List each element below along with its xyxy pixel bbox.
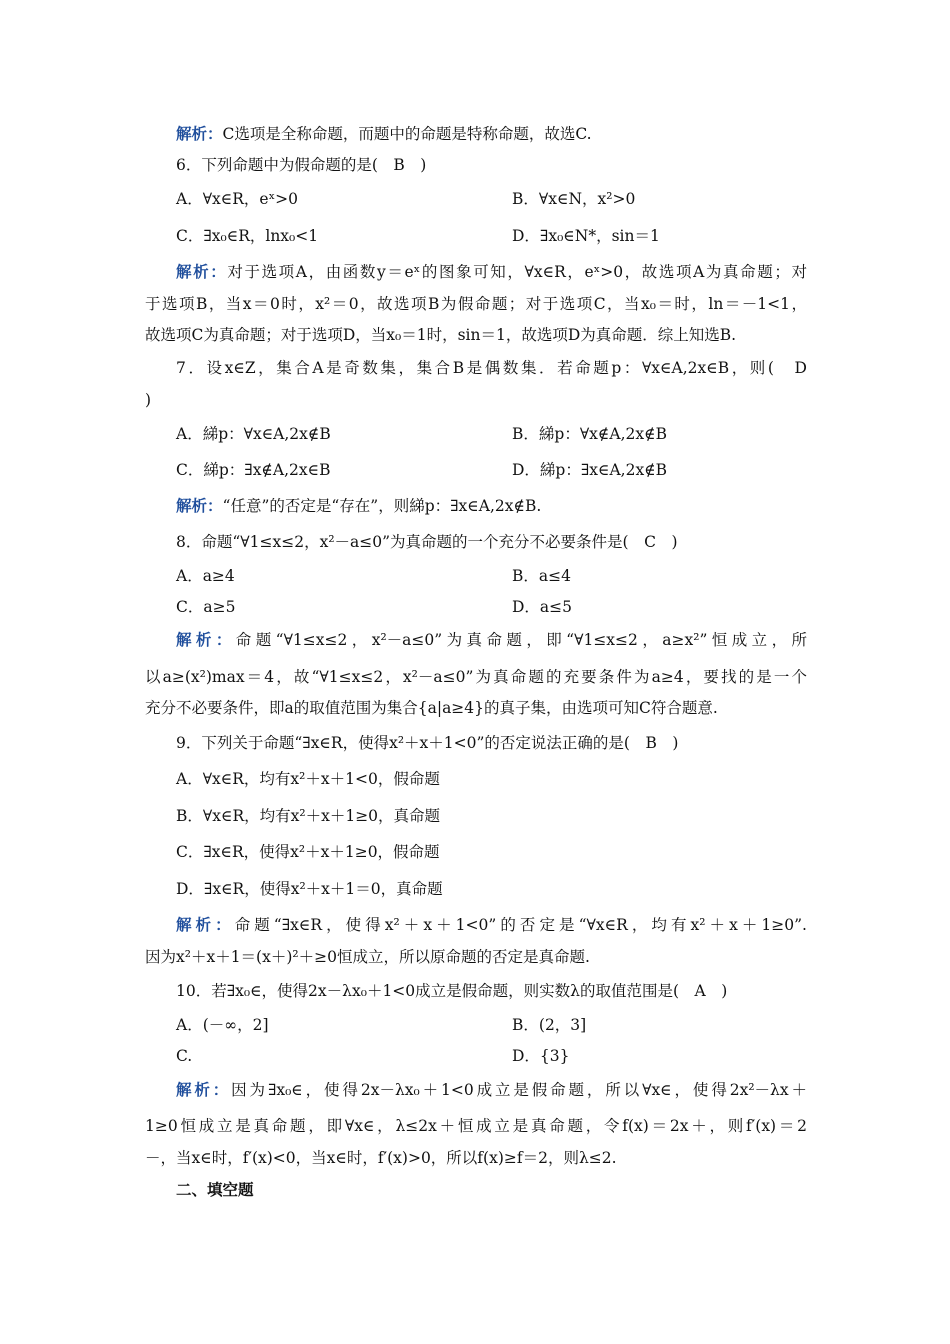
q8-analysis-line-1: 解析：命题“∀1≤x≤2，x²－a≤0”为真命题，即“∀1≤x≤2，a≥x²”恒成立，所 [176, 630, 807, 649]
q10-option-d: D．{3} [512, 1047, 570, 1065]
q9-analysis-line-1: 解析：命题“∃x∈R，使得x²＋x＋1<0”的否定是“∀x∈R，均有x²＋x＋1≥0”. [176, 915, 807, 934]
q10-option-c: C. [176, 1047, 193, 1065]
q6-option-c: C．∃x₀∈R，lnx₀<1 [176, 227, 319, 245]
q10-option-a: A．(－∞，2] [176, 1016, 269, 1034]
q8-option-b: B．a≤4 [512, 567, 571, 585]
question-8-stem: 8．命题“∀1≤x≤2，x²－a≤0”为真命题的一个充分不必要条件是( C ) [176, 533, 678, 551]
question-7-stem-cont: ) [145, 391, 152, 409]
q6-option-a: A．∀x∈R，eˣ>0 [176, 190, 299, 208]
question-9-stem: 9．下列关于命题“∃x∈R，使得x²＋x＋1<0”的否定说法正确的是( B ) [176, 734, 679, 752]
q8-option-a: A．a≥4 [176, 567, 235, 585]
q9-option-b: B．∀x∈R，均有x²＋x＋1≥0，真命题 [176, 807, 441, 825]
q10-analysis-line-1: 解析：因为∃x₀∈，使得2x－λx₀＋1<0成立是假命题，所以∀x∈，使得2x²－λx＋ [176, 1080, 807, 1099]
analysis-line: 解析：C选项是全称命题，而题中的命题是特称命题，故选C. [176, 124, 592, 143]
question-10-stem: 10．若∃x₀∈，使得2x－λx₀＋1<0成立是假命题，则实数λ的取值范围是( A ) [176, 982, 728, 1000]
question-7-stem: 7．设x∈Z，集合A是奇数集，集合B是偶数集．若命题p：∀x∈A,2x∈B，则( D [176, 359, 807, 377]
q7-option-a: A．綈p：∀x∈A,2x∉B [176, 425, 331, 443]
q6-analysis-line-2: 于选项B，当x＝0时，x²＝0，故选项B为假命题；对于选项C，当x₀＝时，ln＝－1<1， [145, 295, 807, 313]
q10-analysis-line-3: －，当x∈时，f′(x)<0，当x∈时，f′(x)>0，所以f(x)≥f＝2，则λ≤2. [145, 1149, 617, 1167]
q9-option-a: A．∀x∈R，均有x²＋x＋1<0，假命题 [176, 770, 440, 788]
analysis-label: 解析： [176, 124, 223, 143]
q9-analysis-line-2: 因为x²＋x＋1＝(x＋)²＋≥0恒成立，所以原命题的否定是真命题. [145, 948, 590, 966]
q9-option-c: C．∃x∈R，使得x²＋x＋1≥0，假命题 [176, 843, 440, 861]
section-heading: 二、填空题 [176, 1181, 254, 1199]
q6-option-b: B．∀x∈N，x²>0 [512, 190, 636, 208]
q7-analysis: 解析：“任意”的否定是“存在”，则綈p：∃x∈A,2x∉B. [176, 496, 542, 515]
q10-option-b: B．(2，3] [512, 1016, 587, 1034]
q8-option-d: D．a≤5 [512, 598, 573, 616]
q8-option-c: C．a≥5 [176, 598, 236, 616]
q8-analysis-line-3: 充分不必要条件，即a的取值范围为集合{a|a≥4}的真子集，由选项可知C符合题意. [145, 699, 718, 717]
q6-option-d: D．∃x₀∈N*，sin＝1 [512, 227, 660, 245]
q8-analysis-line-2: 以a≥(x²)max＝4，故“∀1≤x≤2，x²－a≤0”为真命题的充要条件为a≥4，要找的是一个 [145, 668, 807, 686]
q10-analysis-line-2: 1≥0恒成立是真命题，即∀x∈，λ≤2x＋恒成立是真命题，令f(x)＝2x＋，则f′(x)＝2 [145, 1117, 807, 1135]
q9-option-d: D．∃x∈R，使得x²＋x＋1＝0，真命题 [176, 880, 443, 898]
q6-analysis-line-3: 故选项C为真命题；对于选项D，当x₀＝1时，sin＝1，故选项D为真命题．综上知选B. [145, 326, 737, 344]
question-6-stem: 6．下列命题中为假命题的是( B ) [176, 156, 427, 174]
q7-option-d: D．綈p：∃x∈A,2x∉B [512, 461, 668, 479]
q7-option-b: B．綈p：∀x∉A,2x∉B [512, 425, 667, 443]
q6-analysis-line-1: 解析：对于选项A，由函数y＝eˣ的图象可知，∀x∈R，eˣ>0，故选项A为真命题；对 [176, 262, 807, 281]
q7-option-c: C．綈p：∃x∉A,2x∈B [176, 461, 331, 479]
